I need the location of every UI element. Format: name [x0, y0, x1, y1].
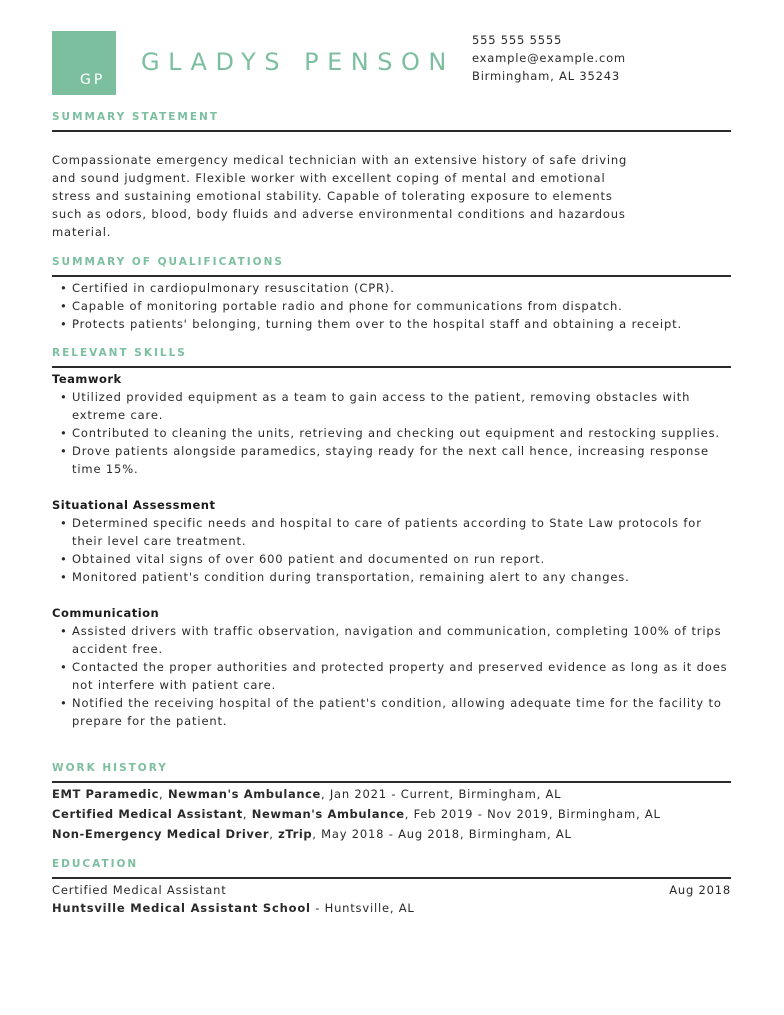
list-item: • Assisted drivers with traffic observation, navigation and communication, completing 100% of trips accident free.: [60, 622, 731, 658]
summary-section: [52, 110, 731, 241]
section-title-work-history: WORK HISTORY: [52, 762, 168, 774]
section-title-education: EDUCATION: [52, 858, 139, 870]
monogram-initials: GP: [80, 72, 106, 88]
skill-group-situational-assessment: [52, 496, 731, 586]
list-item: • Obtained vital signs of over 600 patient and documented on run report.: [60, 550, 731, 568]
list-item: • Contacted the proper authorities and protected property and preserved evidence as long as it does not interfere with patient care.: [60, 658, 731, 694]
education-entry: [52, 881, 731, 899]
candidate-name: GLADYS PENSON: [141, 48, 455, 76]
job-company: Newman's Ambulance: [251, 807, 405, 821]
contact-phone: 555 555 5555: [472, 33, 563, 47]
education-school-row: [52, 899, 731, 917]
list-item: • Protects patients' belonging, turning them over to the hospital staff and obtaining a receipt.: [60, 315, 731, 333]
monogram-badge: [52, 31, 116, 95]
list-item: • Drove patients alongside paramedics, staying ready for the next call hence, increasing response time 15%.: [60, 442, 731, 478]
section-title-skills: RELEVANT SKILLS: [52, 347, 187, 359]
contact-email: example@example.com: [472, 51, 626, 65]
job-details: , May 2018 - Aug 2018, Birmingham, AL: [312, 827, 572, 841]
job-company: Newman's Ambulance: [167, 787, 321, 801]
skill-group-title: Situational Assessment: [52, 498, 216, 512]
list-item: • Capable of monitoring portable radio and phone for communications from dispatch.: [60, 297, 731, 315]
skill-list: [52, 388, 731, 478]
summary-line: Compassionate emergency medical technician with an extensive history of safe driving: [52, 153, 628, 167]
summary-line: such as odors, blood, body fluids and adverse environmental conditions and hazardous: [52, 207, 626, 221]
skill-group-communication: [52, 604, 731, 730]
section-divider: [52, 877, 731, 879]
job-entry: EMT Paramedic, Newman's Ambulance, Jan 2021 - Current, Birmingham, AL: [52, 787, 562, 801]
section-divider: [52, 130, 731, 132]
contact-block: [472, 31, 626, 85]
summary-line: material.: [52, 225, 112, 239]
job-details: , Feb 2019 - Nov 2019, Birmingham, AL: [404, 807, 661, 821]
job-role: Certified Medical Assistant: [52, 807, 243, 821]
job-role: Non-Emergency Medical Driver: [52, 827, 270, 841]
education-school: Huntsville Medical Assistant School: [52, 901, 311, 915]
education-section: [52, 857, 731, 917]
job-role: EMT Paramedic: [52, 787, 160, 801]
job-entry: Non-Emergency Medical Driver, zTrip, May 2018 - Aug 2018, Birmingham, AL: [52, 827, 572, 841]
section-divider: [52, 366, 731, 368]
section-title-qualifications: SUMMARY OF QUALIFICATIONS: [52, 256, 284, 268]
section-divider: [52, 781, 731, 783]
contact-location: Birmingham, AL 35243: [472, 69, 620, 83]
qualifications-list: [52, 279, 731, 333]
education-school-location: - Huntsville, AL: [310, 901, 415, 915]
section-title-summary: SUMMARY STATEMENT: [52, 111, 220, 123]
summary-text: [52, 151, 731, 241]
job-details: , Jan 2021 - Current, Birmingham, AL: [320, 787, 562, 801]
list-item: • Determined specific needs and hospital to care of patients according to State Law protocols for their level care treatment.: [60, 514, 731, 550]
list-item: • Notified the receiving hospital of the patient's condition, allowing adequate time for the facility to prepare for the patient.: [60, 694, 731, 730]
job-company: zTrip: [278, 827, 313, 841]
list-item: • Certified in cardiopulmonary resuscitation (CPR).: [60, 279, 731, 297]
work-history-section: [52, 761, 731, 844]
list-item: • Contributed to cleaning the units, retrieving and checking out equipment and restocking supplies.: [60, 424, 731, 442]
list-item: • Utilized provided equipment as a team to gain access to the patient, removing obstacles with extreme care.: [60, 388, 731, 424]
skill-list: [52, 514, 731, 586]
qualifications-section: [52, 255, 731, 333]
summary-line: and sound judgment. Flexible worker with excellent coping of mental and emotional: [52, 171, 606, 185]
skill-group-teamwork: [52, 370, 731, 478]
education-degree: Certified Medical Assistant: [52, 883, 227, 897]
skill-group-title: Communication: [52, 606, 160, 620]
list-item: • Monitored patient's condition during transportation, remaining alert to any changes.: [60, 568, 731, 586]
job-entry: Certified Medical Assistant, Newman's Ambulance, Feb 2019 - Nov 2019, Birmingham, AL: [52, 807, 661, 821]
skill-group-title: Teamwork: [52, 372, 122, 386]
job-list: [52, 784, 731, 844]
skills-section: [52, 346, 731, 730]
education-date: Aug 2018: [669, 883, 731, 897]
section-divider: [52, 275, 731, 277]
summary-line: stress and sustaining emotional stability. Capable of tolerating exposure to elements: [52, 189, 613, 203]
skill-list: [52, 622, 731, 730]
